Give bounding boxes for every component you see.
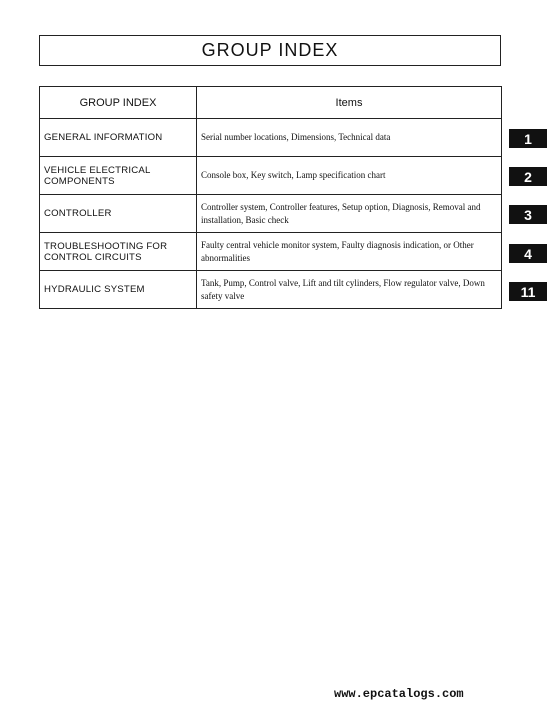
section-tab-1[interactable]: 1 xyxy=(509,129,547,148)
group-name: VEHICLE ELECTRICAL COMPONENTS xyxy=(40,157,197,195)
group-name: CONTROLLER xyxy=(40,195,197,233)
table-row xyxy=(40,119,502,157)
table-row xyxy=(40,195,502,233)
group-items: Console box, Key switch, Lamp specification chart xyxy=(197,157,502,195)
section-tab-4[interactable]: 4 xyxy=(509,244,547,263)
table-row xyxy=(40,271,502,309)
group-items: Serial number locations, Dimensions, Technical data xyxy=(197,119,502,157)
group-name: GENERAL INFORMATION xyxy=(40,119,197,157)
page-title: GROUP INDEX xyxy=(39,35,501,66)
group-index-table xyxy=(39,86,502,309)
group-items: Tank, Pump, Control valve, Lift and tilt cylinders, Flow regulator valve, Down safety valve xyxy=(197,271,502,309)
section-tab-3[interactable]: 3 xyxy=(509,205,547,224)
section-tab-2[interactable]: 2 xyxy=(509,167,547,186)
group-items: Faulty central vehicle monitor system, Faulty diagnosis indication, or Other abnormalities xyxy=(197,233,502,271)
group-name: HYDRAULIC SYSTEM xyxy=(40,271,197,309)
header-items: Items xyxy=(197,87,502,119)
table-row xyxy=(40,157,502,195)
section-tab-11[interactable]: 11 xyxy=(509,282,547,301)
group-items: Controller system, Controller features, Setup option, Diagnosis, Removal and installation, Basic check xyxy=(197,195,502,233)
group-name: TROUBLESHOOTING FOR CONTROL CIRCUITS xyxy=(40,233,197,271)
table-header-row xyxy=(40,87,502,119)
header-group-index: GROUP INDEX xyxy=(40,87,197,119)
footer-url[interactable]: www.epcatalogs.com xyxy=(334,687,464,701)
table-row xyxy=(40,233,502,271)
